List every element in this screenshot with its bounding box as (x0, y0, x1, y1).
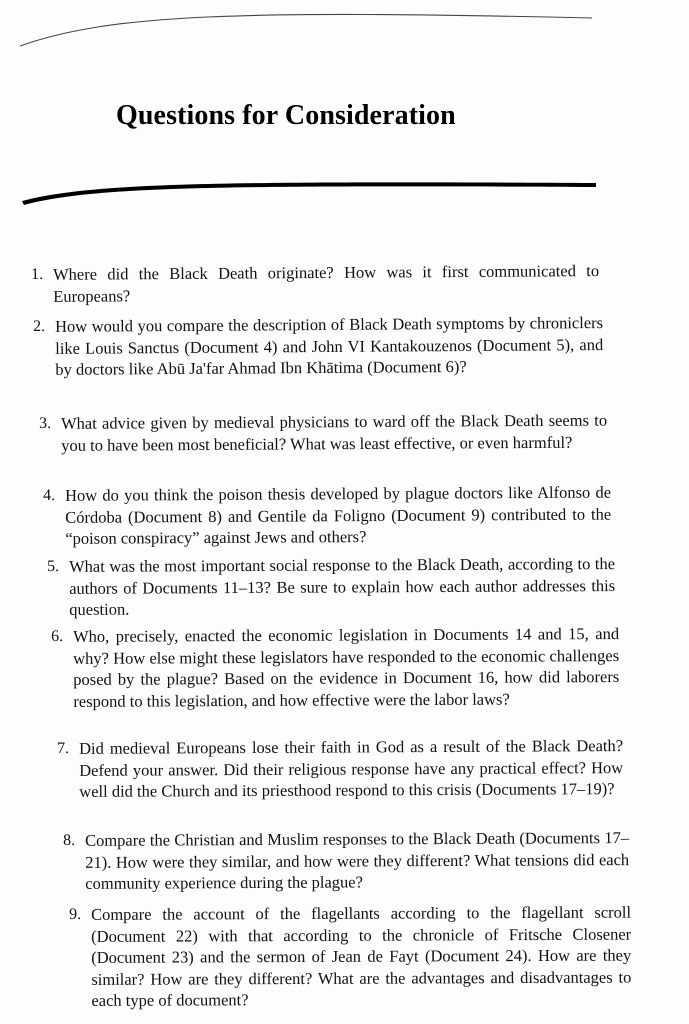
question-text: Did medieval Europeans lose their faith in God as a result of the Black Death? Defend your answer. Did their religious response have any practical effect? How well did the Church and its priesthood respond to this crisis (Documents 17–19)? (79, 736, 624, 801)
question-text: Compare the Christian and Muslim responses to the Black Death (Documents 17–21). How were they similar, and how were they different? What tensions did each community experience during the plague? (85, 828, 630, 893)
question-number: 5. (47, 557, 60, 575)
question-number: 8. (63, 831, 76, 849)
question-number: 9. (69, 905, 82, 923)
question-number: 4. (43, 486, 56, 504)
heading-underline-rule (0, 0, 689, 230)
question-number: 6. (51, 627, 64, 645)
question-number: 7. (57, 739, 70, 757)
question-number: 1. (31, 265, 44, 283)
question-text: Where did the Black Death originate? How was it first communicated to Europeans? (53, 261, 600, 306)
question-number: 2. (33, 317, 46, 335)
question-text: What was the most important social response to the Black Death, according to the authors of Documents 11–13? Be sure to explain how each author addresses this question. (69, 554, 616, 619)
question-text: Who, precisely, enacted the economic legislation in Documents 14 and 15, and why? How else might these legislators have responded to the economic challenges posed by the plague? Based on the evidence in Document 16, how did laborers respond to this legislation, and how effective were the labor laws? (73, 624, 620, 711)
question-text: How would you compare the description of Black Death symptoms by chroniclers like Louis Sanctus (Document 4) and John VI Kantakouzenos (Document 5), and by doctors like Abū Ja'far Ahmad Ibn Khātima (Document 6)? (55, 313, 604, 379)
question-number: 3. (39, 414, 52, 432)
question-text: How do you think the poison thesis developed by plague doctors like Alfonso de Córdoba (Document 8) and Gentile da Foligno (Document 9) contributed to the “poison conspiracy” against Jews and others? (65, 482, 612, 548)
page-title: Questions for Consideration (116, 100, 456, 131)
question-text: Compare the account of the flagellants according to the flagellant scroll (Document 22) with that according to the chronicle of Fritsche Closener (Document 23) and the sermon of Jean de Fayt (Document 24). How are they similar? How are they different? What are the advantages and disadvantages to each type of document? (91, 902, 632, 1010)
question-text: What advice given by medieval physicians to ward off the Black Death seems to you to have been most beneficial? What was least effective, or even harmful? (61, 410, 608, 455)
